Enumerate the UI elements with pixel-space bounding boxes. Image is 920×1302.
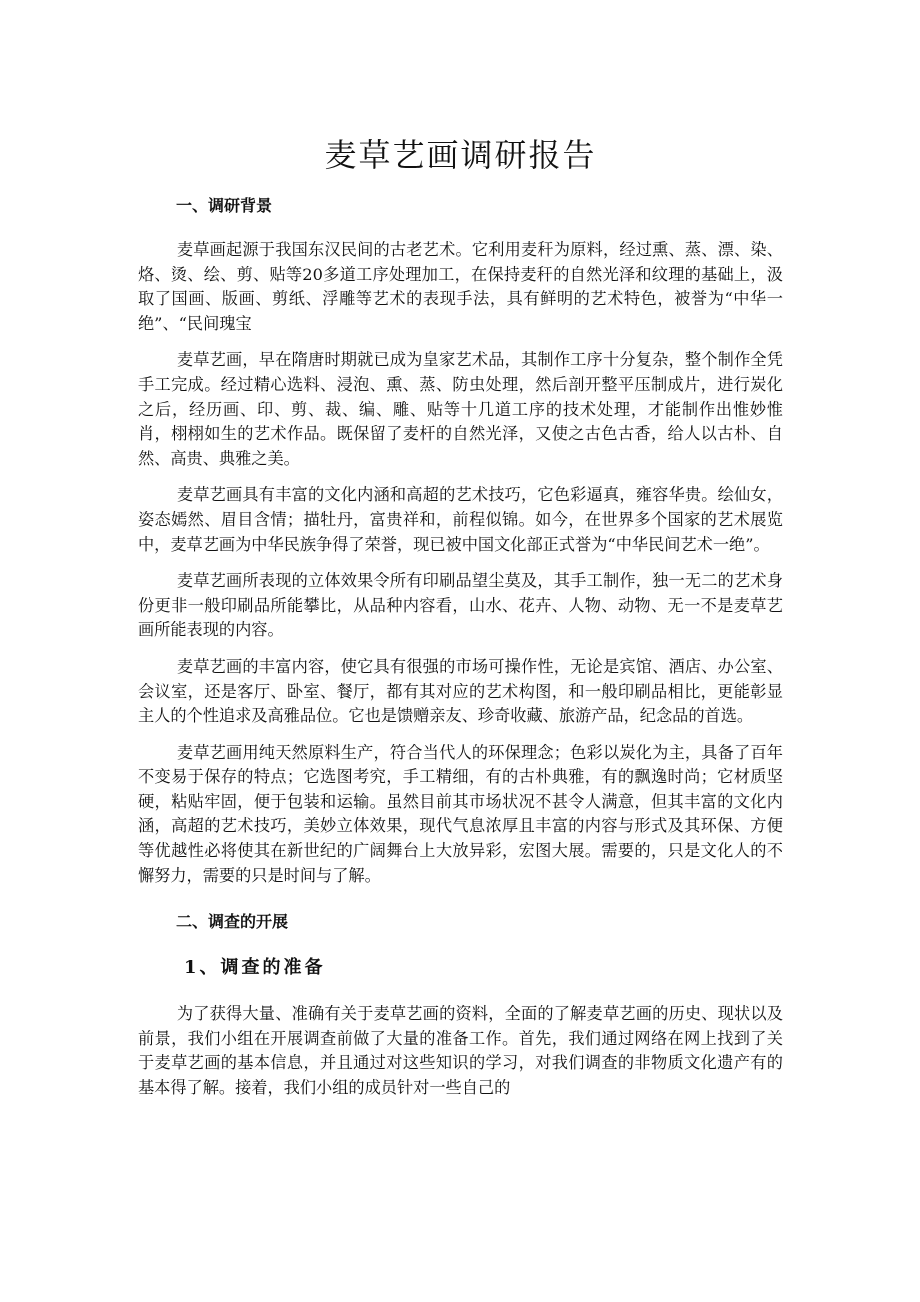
paragraph: 麦草艺画的丰富内容，使它具有很强的市场可操作性，无论是宾馆、酒店、办公室、会议室，还是客厅、卧室、餐厅，都有其对应的艺术构图，和一般印刷品相比，更能彰显主人的个性追求及高雅品位。它也是馈赠亲友、珍奇收藏、旅游产品，纪念品的首选。 xyxy=(138,656,783,726)
paragraph: 为了获得大量、准确有关于麦草艺画的资料，全面的了解麦草艺画的历史、现状以及前景，我们小组在开展调查前做了大量的准备工作。首先，我们通过网络在网上找到了关于麦草艺画的基本信息，并且通过对这些知识的学习，对我们调查的非物质文化遗产有的基本得了解。接着，我们小组的成员针对一些自己的 xyxy=(138,1004,783,1098)
document-page xyxy=(138,130,783,1113)
section-heading-background: 一、调研背景 xyxy=(176,196,273,215)
paragraph: 麦草艺画所表现的立体效果令所有印刷品望尘莫及，其手工制作，独一无二的艺术身份更非一般印刷品所能攀比，从品种内容看，山水、花卉、人物、动物、无一不是麦草艺画所能表现的内容。 xyxy=(138,571,783,640)
paragraph: 麦草画起源于我国东汉民间的古老艺术。它利用麦秆为原料，经过熏、蒸、漂、染、烙、烫、绘、剪、贴等20多道工序处理加工，在保持麦秆的自然光泽和纹理的基础上，汲取了国画、版画、剪纸、浮雕等艺术的表现手法，具有鲜明的艺术特色，被誉为“中华一绝”、“民间瑰宝 xyxy=(138,240,783,333)
paragraph: 麦草艺画具有丰富的文化内涵和高超的艺术技巧，它色彩逼真，雍容华贵。绘仙女，姿态嫣然、眉目含情；描牡丹，富贵祥和，前程似锦。如今，在世界多个国家的艺术展览中，麦草艺画为中华民族争得了荣誉，现已被中国文化部正式誉为“中华民间艺术一绝”。 xyxy=(138,485,783,554)
document-title: 麦草艺画调研报告 xyxy=(324,136,597,174)
paragraph: 麦草艺画，早在隋唐时期就已成为皇家艺术品，其制作工序十分复杂，整个制作全凭手工完成。经过精心选料、浸泡、熏、蒸、防虫处理，然后剖开整平压制成片，进行炭化之后，经历画、印、剪、裁、编、雕、贴等十几道工序的技术处理，才能制作出惟妙惟肖，栩栩如生的艺术作品。既保留了麦杆的自然光泽，又使之古色古香，给人以古朴、自然、高贵、典雅之美。 xyxy=(138,350,783,468)
paragraph: 麦草艺画用纯天然原料生产，符合当代人的环保理念；色彩以炭化为主，具备了百年不变易于保存的特点；它选图考究，手工精细，有的古朴典雅，有的飘逸时尚；它材质坚硬，粘贴牢固，便于包装和运输。虽然目前其市场状况不甚令人满意，但其丰富的文化内涵，高超的艺术技巧，美妙立体效果，现代气息浓厚且丰富的内容与形式及其环保、方便等优越性必将使其在新世纪的广阔舞台上大放异彩，宏图大展。需要的，只是文化人的不懈努力，需要的只是时间与了解。 xyxy=(138,742,783,885)
section-heading-investigation: 二、调查的开展 xyxy=(176,912,289,932)
subheading-preparation: 1、调查的准备 xyxy=(184,957,326,979)
